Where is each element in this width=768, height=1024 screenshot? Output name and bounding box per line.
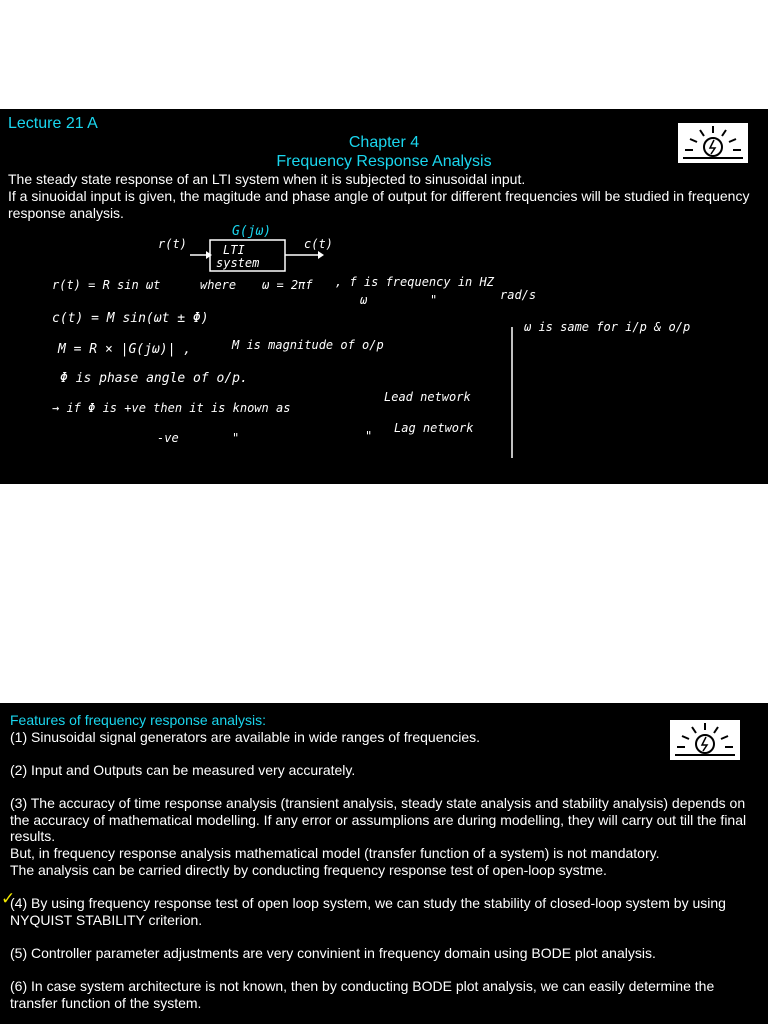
slide-frequency-response-intro (0, 109, 768, 484)
checkmark-icon: ✓ (1, 889, 16, 909)
feature-item-1: (1) Sinusoidal signal generators are available in wide ranges of frequencies. (10, 729, 481, 745)
block-label-system: system (216, 256, 260, 270)
chapter-heading: Chapter 4 (348, 134, 420, 151)
input-equation: r(t) = R sin ωt (52, 278, 161, 292)
ditto-mark-3: " (365, 429, 373, 443)
intro-paragraph-1: The steady state response of an LTI system when it is subjected to sinusoidal input. (8, 171, 526, 187)
lecture-label: Lecture 21 A (8, 115, 98, 132)
feature-item-3-note-b: The analysis can be carried directly by conducting frequency response test of open-loop systme. (10, 862, 607, 878)
omega-same-note: ω is same for i/p & o/p (524, 320, 691, 334)
phase-note: Φ is phase angle of o/p. (60, 371, 248, 386)
feature-item-4: (4) By using frequency response test of open loop system, we can study the stability of closed-loop system by using NYQUIST STABILITY criterion. (10, 895, 726, 928)
ditto-mark-2: " (232, 431, 240, 445)
feature-item-3: (3) The accuracy of time response analysis (transient analysis, steady state analysis and stability analysis) depends on the accuracy of mathematical modelling. If any error or assumplions are during modelling, they will carry out till the final results. (10, 795, 747, 844)
omega-equation: ω = 2πf (262, 278, 313, 292)
lead-network-label: Lead network (384, 390, 471, 404)
negative-condition: -ve (157, 431, 179, 445)
handwritten-notes (0, 109, 768, 484)
rad-unit: rad/s (500, 288, 537, 302)
output-signal-label: c(t) (304, 237, 333, 251)
frequency-note: , f is frequency in HZ (335, 275, 494, 289)
input-signal-label: r(t) (158, 237, 187, 251)
block-label-lti: LTI (223, 243, 245, 257)
slide-features (0, 703, 768, 1024)
lag-network-label: Lag network (394, 421, 474, 435)
transfer-function-label: G(jω) (232, 224, 272, 239)
slide-title: Frequency Response Analysis (276, 153, 492, 170)
feature-item-6: (6) In case system architecture is not known, then by conducting BODE plot analysis, we can easily determine the transfer function of the system. (10, 978, 715, 1011)
feature-item-3-note-a: But, in frequency response analysis mathematical model (transfer function of a system) is not mandatory. (10, 845, 660, 861)
magnitude-equation: M = R × |G(jω)| , (58, 342, 192, 357)
output-equation: c(t) = M sin(ωt ± Φ) (52, 311, 209, 326)
features-title: Features of frequency response analysis: (10, 712, 267, 728)
where-label: where (200, 278, 237, 292)
feature-item-2: (2) Input and Outputs can be measured very accurately. (10, 762, 356, 778)
omega-symbol: ω (360, 293, 368, 307)
magnitude-note: M is magnitude of o/p (232, 338, 384, 352)
intro-paragraph-2: If a sinuoidal input is given, the magitude and phase angle of output for different frequencies will be studied in frequency response analysis. (8, 188, 750, 221)
ditto-mark: " (430, 293, 438, 307)
lead-condition: → if Φ is +ve then it is known as (52, 401, 291, 415)
feature-item-5: (5) Controller parameter adjustments are very convinient in frequency domain using BODE plot analysis. (10, 945, 656, 961)
